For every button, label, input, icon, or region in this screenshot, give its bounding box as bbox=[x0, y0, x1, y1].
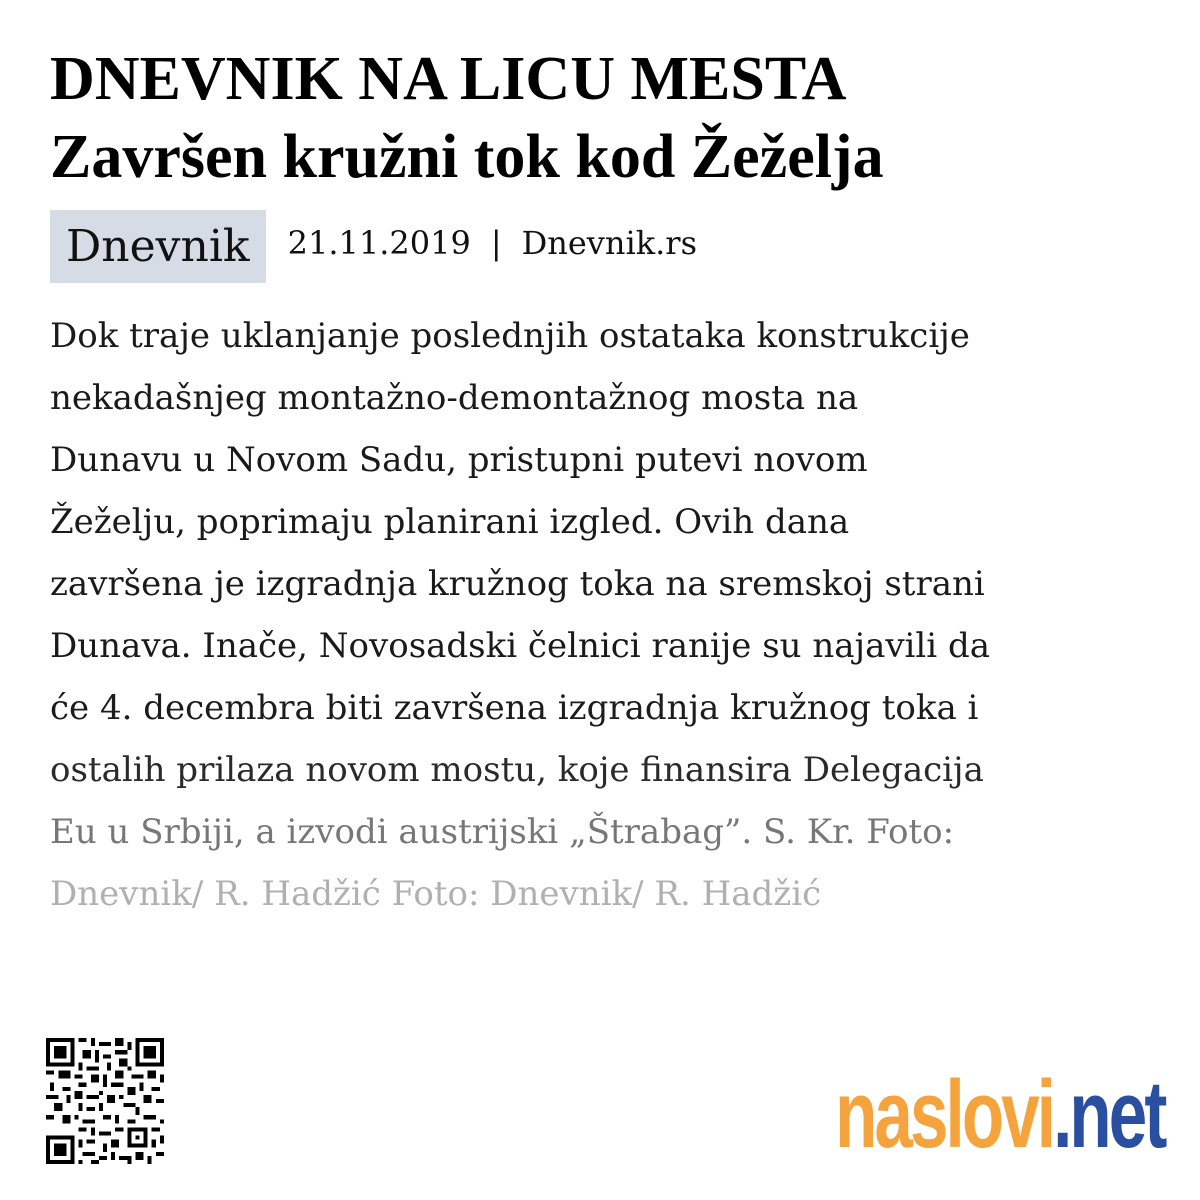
logo-tld-text: .net bbox=[1052, 1061, 1164, 1168]
body-line-faded: Eu u Srbiji, a izvodi austrijski „Štrabag”. S. Kr. Foto: bbox=[50, 812, 955, 852]
headline-line-1: DNEVNIK NA LICU MESTA bbox=[50, 45, 847, 113]
article-date: 21.11.2019 bbox=[287, 224, 471, 262]
article-meta bbox=[50, 210, 697, 283]
body-line: ostalih prilaza novom mostu, koje finansira Delegacija bbox=[50, 750, 984, 790]
meta-info bbox=[288, 224, 697, 262]
body-line: će 4. decembra biti završena izgradnja kružnog toka i bbox=[50, 688, 979, 728]
qr-code-graphic bbox=[46, 1038, 164, 1164]
article-body bbox=[50, 305, 1160, 945]
body-line: Žeželju, poprimaju planirani izgled. Ovih dana bbox=[50, 502, 850, 542]
body-line-faded: Dnevnik/ R. Hadžić Foto: Dnevnik/ R. Hadžić bbox=[50, 874, 822, 914]
logo-main-text: naslovi bbox=[834, 1061, 1053, 1168]
headline-line-2: Završen kružni tok kod Žeželja bbox=[50, 123, 884, 191]
body-line: Dunava. Inače, Novosadski čelnici ranije su najavili da bbox=[50, 626, 991, 666]
article-headline bbox=[50, 40, 1160, 196]
body-line: Dok traje uklanjanje poslednjih ostataka konstrukcije bbox=[50, 316, 970, 356]
qr-code-icon[interactable] bbox=[46, 1038, 164, 1164]
source-badge[interactable]: Dnevnik bbox=[50, 210, 266, 283]
source-site[interactable]: Dnevnik.rs bbox=[521, 224, 697, 262]
meta-separator: | bbox=[490, 224, 502, 262]
body-line: Dunavu u Novom Sadu, pristupni putevi novom bbox=[50, 440, 868, 480]
site-logo[interactable] bbox=[834, 1061, 1164, 1168]
body-line: završena je izgradnja kružnog toka na sremskoj strani bbox=[50, 564, 985, 604]
body-line: nekadašnjeg montažno-demontažnog mosta na bbox=[50, 378, 859, 418]
